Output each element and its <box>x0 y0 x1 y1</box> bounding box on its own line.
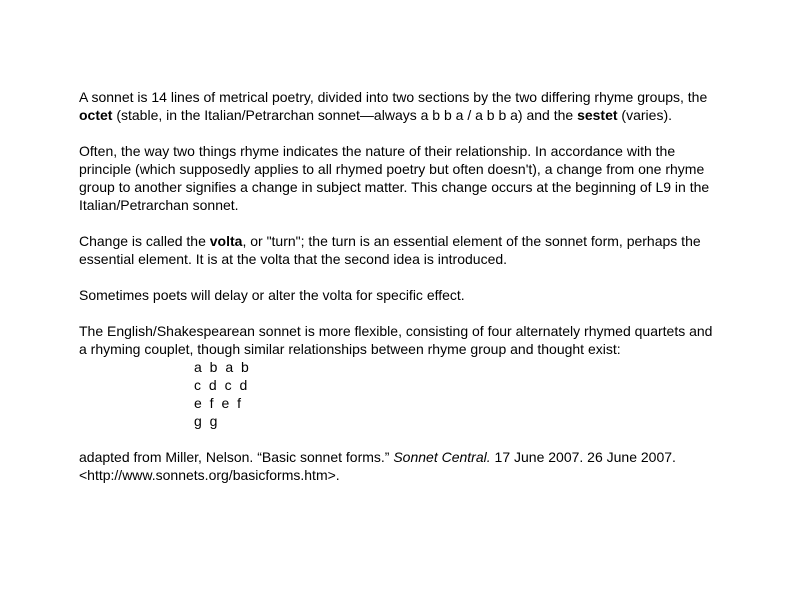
citation-source: Sonnet Central. <box>393 449 491 465</box>
term-sestet: sestet <box>577 107 618 123</box>
citation <box>79 448 719 484</box>
text-run: adapted from Miller, Nelson. “Basic sonnet forms.” <box>79 449 394 465</box>
text-run: , or "turn"; the turn is an essential element of the sonnet form, perhaps the essential element. It is at the volta that the second idea is introduced. <box>79 233 701 267</box>
term-octet: octet <box>79 107 113 123</box>
paragraph-rhyme-relationship: Often, the way two things rhyme indicates the nature of their relationship. In accordance with the principle (which supposedly applies to all rhymed poetry but often doesn't), a change from one rhyme group to another signifies a change in subject matter. This change occurs at the beginning of L9 in the Italian/Petrarchan sonnet. <box>79 143 710 213</box>
rhyme-line-1: a b a b <box>194 359 251 375</box>
paragraph-delay: Sometimes poets will delay or alter the volta for specific effect. <box>79 287 465 303</box>
paragraph-volta <box>79 232 719 268</box>
rhyme-line-4: g g <box>194 413 220 429</box>
text-run: Change is called the <box>79 233 210 249</box>
text-run: (stable, in the Italian/Petrarchan sonnet—always a b b a / a b b a) and the <box>112 107 578 123</box>
text-run: (varies). <box>617 107 672 123</box>
text-run: A sonnet is 14 lines of metrical poetry, divided into two sections by the two differing rhyme groups, the <box>79 89 708 105</box>
paragraph-definition <box>79 88 719 124</box>
rhyme-scheme <box>79 358 719 430</box>
rhyme-line-2: c d c d <box>194 377 250 393</box>
term-volta: volta <box>209 233 243 249</box>
rhyme-line-3: e f e f <box>194 395 244 411</box>
sonnet-notes <box>79 88 719 502</box>
text-run: 17 June 2007. 26 June 2007. <http://www.sonnets.org/basicforms.htm>. <box>79 449 676 483</box>
paragraph-shakespearean: The English/Shakespearean sonnet is more flexible, consisting of four alternately rhymed quartets and a rhyming couplet, though similar relationships between rhyme group and thought exist: <box>79 323 713 357</box>
